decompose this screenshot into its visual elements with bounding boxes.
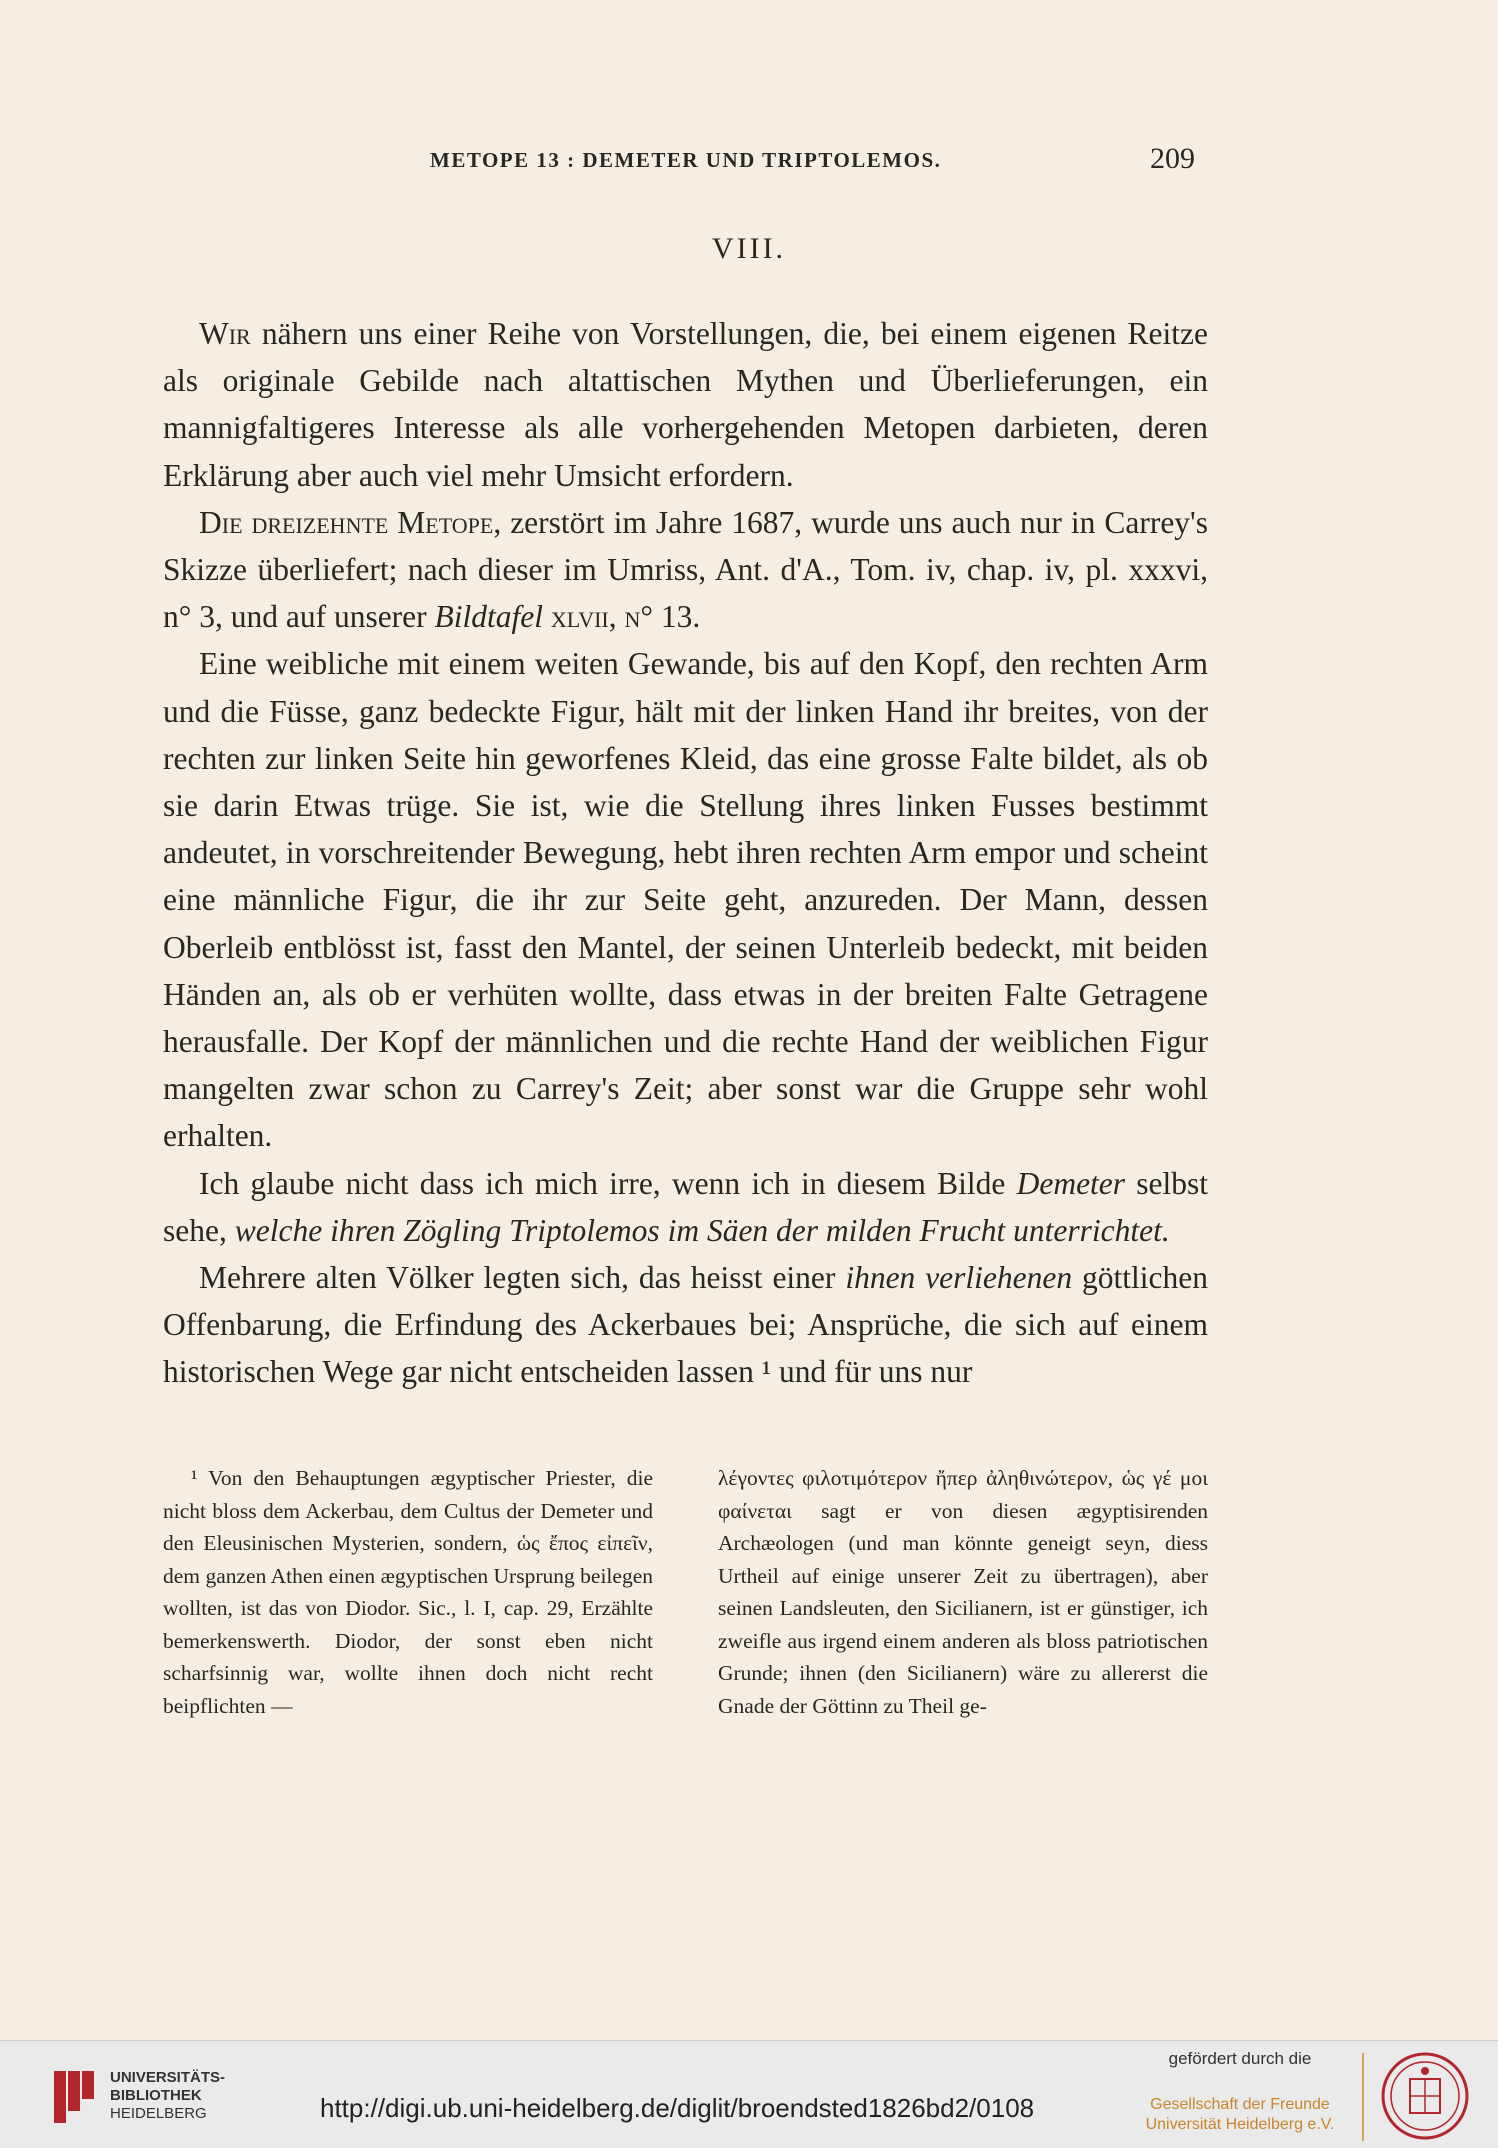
paragraph-text: Ich glaube nicht dass ich mich irre, wenn ich in diesem Bilde [199,1165,1017,1201]
university-seal-icon [1380,2051,1470,2141]
paragraph-text: nähern uns einer Reihe von Vorstellungen, die, bei einem eigenen Reitze als originale Gebilde nach altattischen Mythen und Überlieferungen, ein mannigfaltigeres Interesse als alle vorhergehenden Metopen darbieten, deren Erklärung aber auch viel mehr Umsicht erfordern. [163,316,1208,493]
running-title: METOPE 13 : DEMETER UND TRIPTOLEMOS. [430,148,942,172]
paragraph-tail: göttlichen Offenbarung, die Erfindung des Ackerbaues bei; Ansprüche, die sich auf einem historischen Wege gar nicht entscheiden lassen ¹ und für uns nur [163,1260,1208,1390]
paragraph-tail: xlvii, n° 13. [543,599,701,635]
paragraph-1 [163,310,1208,499]
paragraph-text: , zerstört im Jahre 1687, wurde uns auch nur in Carrey's Skizze überliefert; nach dieser im Umriss, Ant. d'A., Tom. iv, chap. iv, pl. xxxvi, n° 3, und auf unserer [163,504,1208,635]
section-heading: VIII. [711,232,787,265]
lead-word: Wir [199,316,251,351]
italic-text: Bildtafel [434,599,544,635]
library-name [110,2069,225,2123]
sponsor-name-line: Universität Heidelberg e.V. [1145,2116,1335,2133]
paragraph-4 [163,1160,1208,1254]
library-name-line: BIBLIOTHEK [110,2087,202,2104]
paragraph-text: Eine weibliche mit einem weiten Gewande, bis auf den Kopf, den rechten Arm und die Füsse, ganz bedeckte Figur, hält mit der linken Hand ihr breites, von der rechten zur linken Seite hin geworfenes Kleid, das eine grosse Falte bildet, als ob sie darin Etwas trüge. Sie ist, wie die Stellung ihres linken Fusses bestimmt andeutet, in vorschreitender Bewegung, hebt ihren rechten Arm empor und scheint eine männliche Figur, die ihr zur Seite geht, anzureden. Der Mann, dessen Oberleib entblösst ist, fasst den Mantel, der seinen Unterleib bedeckt, mit beiden Händen an, als ob er verhüten wollte, dass etwas in der breiten Falte Getragene herausfalle. Der Kopf der männlichen und die rechte Hand der weiblichen Figur mangelten zwar schon zu Carrey's Zeit; aber sonst war die Gruppe sehr wohl erhalten. [163,646,1208,1154]
footnote-text: ¹ Von den Behauptungen ægyptischer Priester, die nicht bloss dem Ackerbau, dem Cultus der Demeter und den Eleusinischen Mysterien, sondern, ὡς ἔπος εἰπεῖν, dem ganzen Athen einen ægyptischen Ursprung beilegen wollten, ist das von Diodor. Sic., l. I, cap. 29, Erzählte bemerkenswerth. Diodor, der sonst eben nicht scharfsinnig war, wollte ihnen doch nicht recht beipflichten — [163,1466,653,1718]
italic-text: Demeter [1016,1165,1126,1201]
paragraph-5 [163,1254,1208,1396]
paragraph-2 [163,499,1208,641]
italic-text: welche ihren Zögling Triptolemos im Säen der milden Frucht unterrichtet. [234,1212,1170,1248]
footnotes [163,1462,1208,1722]
sponsor-label: gefördert durch die [1168,2049,1312,2068]
paragraph-tail: selbst sehe, [163,1165,1209,1248]
library-logo-icon [52,2069,98,2125]
sponsor-name-line: Gesellschaft der Freunde [1150,2096,1330,2113]
italic-text: ihnen verliehenen [845,1260,1073,1296]
lead-word: Die dreizehnte Metope [199,504,494,540]
viewer-footer [0,2040,1498,2148]
sponsor-block [1140,2049,1340,2135]
body-text [163,310,1208,1396]
library-name-line: HEIDELBERG [110,2105,207,2122]
footnote-left-column [163,1462,653,1722]
sponsor-name [1140,2095,1340,2135]
paragraph-3 [163,640,1208,1159]
permalink-url[interactable]: http://digi.ub.uni-heidelberg.de/diglit/broendsted1826bd2/0108 [320,2093,1035,2123]
footnote-right-column [718,1462,1208,1722]
page-number: 209 [1150,142,1195,175]
paragraph-text: Mehrere alten Völker legten sich, das heisst einer [199,1260,846,1296]
footnote-text: λέγοντες φιλοτιμότερον ἤπερ ἀληθινώτερον, ὡς γέ μοι φαίνεται sagt er von diesen ægyptisirenden Archæologen (und man könnte geneigt seyn, diess Urtheil auf einige unserer Zeit zu übertragen), aber seinen Landsleuten, den Sicilianern, ist er günstiger, ich zweifle aus irgend einem anderen als bloss patriotischen Grunde; ihnen (den Sicilianern) wäre zu allererst die Gnade der Göttinn zu Theil ge- [718,1466,1208,1718]
library-name-line: UNIVERSITÄTS- [110,2069,226,2086]
sponsor-divider [1362,2053,1364,2141]
